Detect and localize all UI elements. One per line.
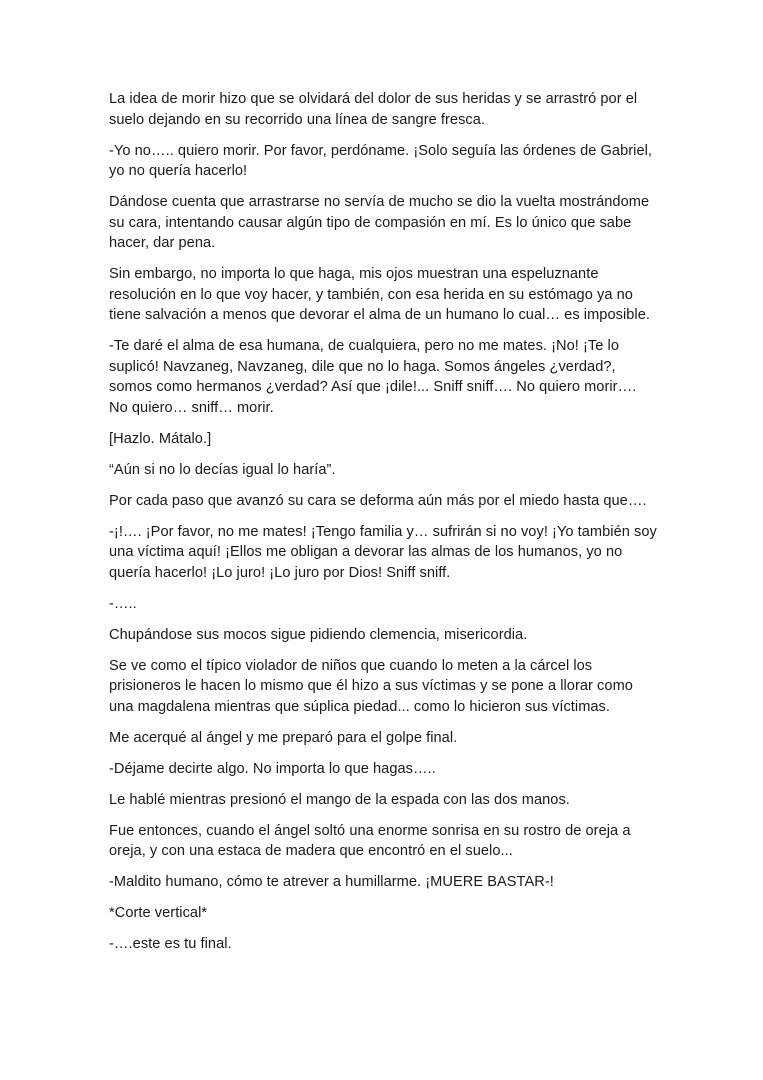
- paragraph: -….este es tu final.: [109, 936, 232, 952]
- paragraph: -…..: [109, 595, 137, 612]
- paragraph: Sin embargo, no importa lo que haga, mis ojos muestran una espeluznante resolución en lo que voy hacer, y también, con esa herida en su estómago ya no tiene salvación a menos que devorar el alma de un humano lo cual… es imposible.: [109, 266, 650, 323]
- paragraph: -Déjame decirte algo. No importa lo que hagas…..: [109, 760, 436, 777]
- paragraph: -¡!…. ¡Por favor, no me mates! ¡Tengo familia y… sufrirán si no voy! ¡Yo también soy una víctima aquí! ¡Ellos me obligan a devorar las almas de los humanos, yo no quería hacerlo! ¡Lo juro! ¡Lo juro por Dios! Sniff sniff.: [109, 523, 657, 581]
- paragraph: *Corte vertical*: [109, 905, 208, 921]
- paragraph: Le hablé mientras presionó el mango de la espada con las dos manos.: [109, 791, 570, 808]
- paragraph: -Maldito humano, cómo te atrever a humillarme. ¡MUERE BASTAR-!: [109, 874, 554, 890]
- paragraph: [Hazlo. Mátalo.]: [109, 430, 212, 447]
- paragraph: Fue entonces, cuando el ángel soltó una enorme sonrisa en su rostro de oreja a oreja, y con una estaca de madera que encontró en el suelo...: [109, 822, 631, 859]
- paragraph: “Aún si no lo decías igual lo haría”.: [109, 461, 336, 478]
- paragraph: Se ve como el típico violador de niños que cuando lo meten a la cárcel los prisioneros le hacen lo mismo que él hizo a sus víctimas y se pone a llorar como una magdalena mientras que súplica piedad... como lo hicieron sus víctimas.: [109, 657, 633, 715]
- paragraph: Me acerqué al ángel y me preparó para el golpe final.: [109, 729, 458, 746]
- paragraph: La idea de morir hizo que se olvidará del dolor de sus heridas y se arrastró por el suelo dejando en su recorrido una línea de sangre fresca.: [109, 91, 638, 128]
- document-body: [109, 89, 657, 965]
- paragraph: -Te daré el alma de esa humana, de cualquiera, pero no me mates. ¡No! ¡Te lo suplicó! Navzaneg, Navzaneg, dile que no lo haga. Somos ángeles ¿verdad?, somos como hermanos ¿verdad? Así que ¡dile!... Sniff sniff…. No quiero morir…. No quiero… sniff… morir.: [109, 338, 637, 416]
- paragraph: -Yo no….. quiero morir. Por favor, perdóname. ¡Solo seguía las órdenes de Gabriel, yo no quería hacerlo!: [109, 142, 653, 179]
- paragraph: Chupándose sus mocos sigue pidiendo clemencia, misericordia.: [109, 626, 528, 643]
- paragraph: Por cada paso que avanzó su cara se deforma aún más por el miedo hasta que….: [109, 492, 647, 509]
- paragraph: Dándose cuenta que arrastrarse no servía de mucho se dio la vuelta mostrándome su cara, intentando causar algún tipo de compasión en mí. Es lo único que sabe hacer, dar pena.: [109, 194, 650, 251]
